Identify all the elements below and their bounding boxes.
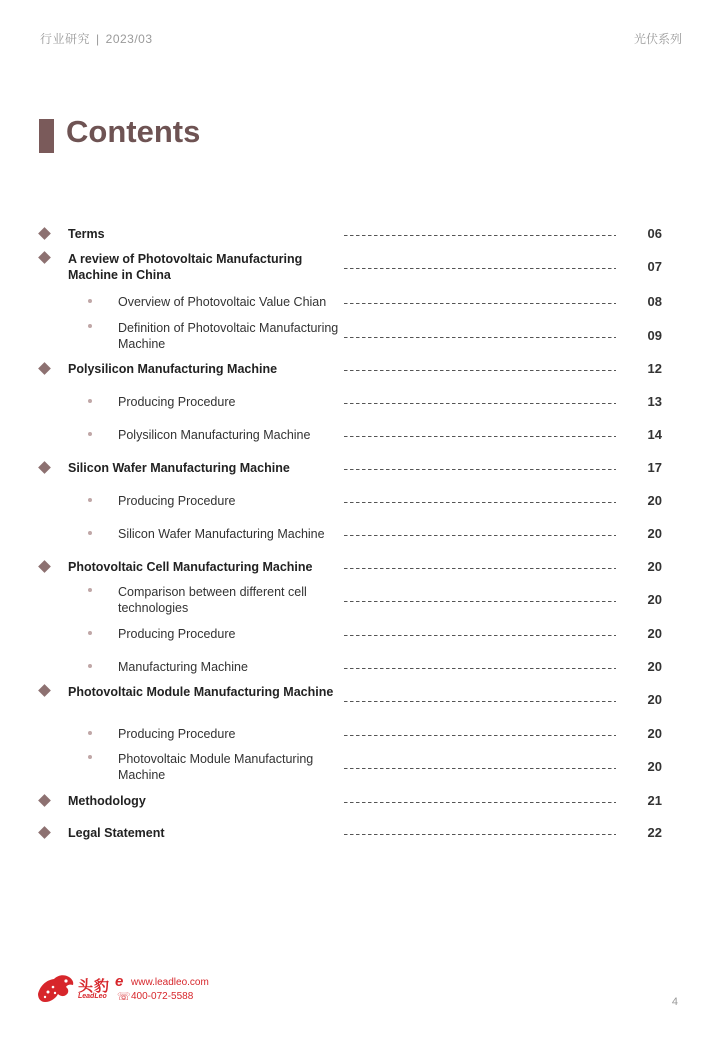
title-accent-bar (39, 119, 54, 153)
diamond-bullet-icon (38, 684, 51, 697)
toc-leader-dots (344, 635, 616, 637)
toc-leader-dots (344, 436, 616, 438)
toc-entry-label[interactable]: Producing Procedure (118, 627, 236, 641)
dot-bullet-icon (88, 755, 92, 759)
toc-leader-dots (344, 469, 616, 471)
dot-bullet-icon (88, 498, 92, 502)
toc-leader-dots (344, 768, 616, 770)
header-series: 光伏系列 (633, 32, 682, 46)
dot-bullet-icon (88, 432, 92, 436)
header-category (40, 30, 153, 47)
diamond-bullet-icon (38, 362, 51, 375)
toc-entry-label[interactable]: Methodology (68, 794, 146, 808)
toc-page-number[interactable]: 20 (647, 726, 662, 741)
toc-page-number[interactable]: 20 (647, 559, 662, 574)
toc-page-number[interactable]: 17 (647, 460, 662, 475)
toc-entry-label[interactable]: Photovoltaic Module Manufacturing Machine (68, 685, 334, 699)
phone-icon: ☏ (117, 991, 131, 1003)
diamond-bullet-icon (38, 251, 51, 264)
toc-leader-dots (344, 370, 616, 372)
toc-leader-dots (344, 568, 616, 570)
header-separator: | (96, 32, 100, 46)
toc-entry-label[interactable]: Silicon Wafer Manufacturing Machine (68, 461, 290, 475)
toc-entry-label[interactable]: Legal Statement (68, 826, 165, 840)
dot-bullet-icon (88, 299, 92, 303)
toc-entry-label[interactable]: Definition of Photovoltaic Manufacturing Machine (118, 321, 339, 351)
dot-bullet-icon (88, 399, 92, 403)
toc-page-number[interactable]: 20 (647, 659, 662, 674)
toc-page-number[interactable]: 20 (647, 626, 662, 641)
toc-leader-dots (344, 268, 616, 270)
toc-entry-label[interactable]: Terms (68, 227, 105, 241)
toc-leader-dots (344, 337, 616, 339)
leopard-logo-icon (36, 972, 76, 1006)
website-link[interactable]: www.leadleo.com (131, 977, 209, 988)
toc-page-number[interactable]: 20 (647, 493, 662, 508)
toc-leader-dots (344, 403, 616, 405)
toc-entry-label[interactable]: Silicon Wafer Manufacturing Machine (118, 527, 325, 541)
dot-bullet-icon (88, 664, 92, 668)
toc-entry-label[interactable]: Manufacturing Machine (118, 660, 248, 674)
toc-entry-label[interactable]: Overview of Photovoltaic Value Chian (118, 295, 327, 309)
toc-page-number[interactable]: 22 (647, 825, 662, 840)
logo-e-icon: e (115, 973, 124, 990)
toc-page-number[interactable]: 13 (647, 394, 662, 409)
toc-entry-label[interactable]: Producing Procedure (118, 395, 236, 409)
dot-bullet-icon (88, 731, 92, 735)
toc-entry-label[interactable]: Producing Procedure (118, 494, 236, 508)
header-date: 2023/03 (105, 32, 153, 46)
diamond-bullet-icon (38, 794, 51, 807)
toc-leader-dots (344, 701, 616, 703)
toc-leader-dots (344, 802, 616, 804)
toc-entry-label[interactable]: Polysilicon Manufacturing Machine (68, 362, 278, 376)
toc-entry-label[interactable]: Photovoltaic Cell Manufacturing Machine (68, 560, 313, 574)
toc-entry-label[interactable]: A review of Photovoltaic Manufacturing Machine in China (68, 252, 303, 282)
logo-subtext: LeadLeo (78, 993, 107, 1000)
toc-entry-label[interactable]: Polysilicon Manufacturing Machine (118, 428, 311, 442)
diamond-bullet-icon (38, 560, 51, 573)
toc-page-number[interactable]: 07 (647, 259, 662, 274)
page-title: Contents (66, 114, 201, 149)
logo-text: 头豹 (78, 978, 111, 995)
toc-page-number[interactable]: 12 (647, 361, 662, 376)
toc-page-number[interactable]: 09 (647, 328, 662, 343)
toc-page-number[interactable]: 20 (647, 592, 662, 607)
toc-entry-label[interactable]: Photovoltaic Module Manufacturing Machine (118, 752, 314, 782)
header-category-text: 行业研究 (40, 32, 91, 46)
toc-page-number[interactable]: 21 (647, 793, 662, 808)
toc-leader-dots (344, 303, 616, 305)
toc-leader-dots (344, 235, 616, 237)
toc-leader-dots (344, 735, 616, 737)
toc-page-number[interactable]: 20 (647, 526, 662, 541)
toc-leader-dots (344, 502, 616, 504)
diamond-bullet-icon (38, 227, 51, 240)
page-number: 4 (671, 996, 678, 1008)
diamond-bullet-icon (38, 461, 51, 474)
toc-page-number[interactable]: 14 (647, 427, 662, 442)
toc-entry-label[interactable]: Producing Procedure (118, 727, 236, 741)
toc-page-number[interactable]: 06 (647, 226, 662, 241)
toc-leader-dots (344, 668, 616, 670)
toc-page-number[interactable]: 20 (647, 692, 662, 707)
dot-bullet-icon (88, 588, 92, 592)
toc-leader-dots (344, 535, 616, 537)
toc-entry-label[interactable]: Comparison between different cell technologies (118, 585, 307, 615)
dot-bullet-icon (88, 531, 92, 535)
toc-leader-dots (344, 834, 616, 836)
toc-leader-dots (344, 601, 616, 603)
dot-bullet-icon (88, 324, 92, 328)
phone-number: 400-072-5588 (131, 991, 194, 1002)
diamond-bullet-icon (38, 826, 51, 839)
toc-page-number[interactable]: 08 (647, 294, 662, 309)
dot-bullet-icon (88, 631, 92, 635)
toc-page-number[interactable]: 20 (647, 759, 662, 774)
